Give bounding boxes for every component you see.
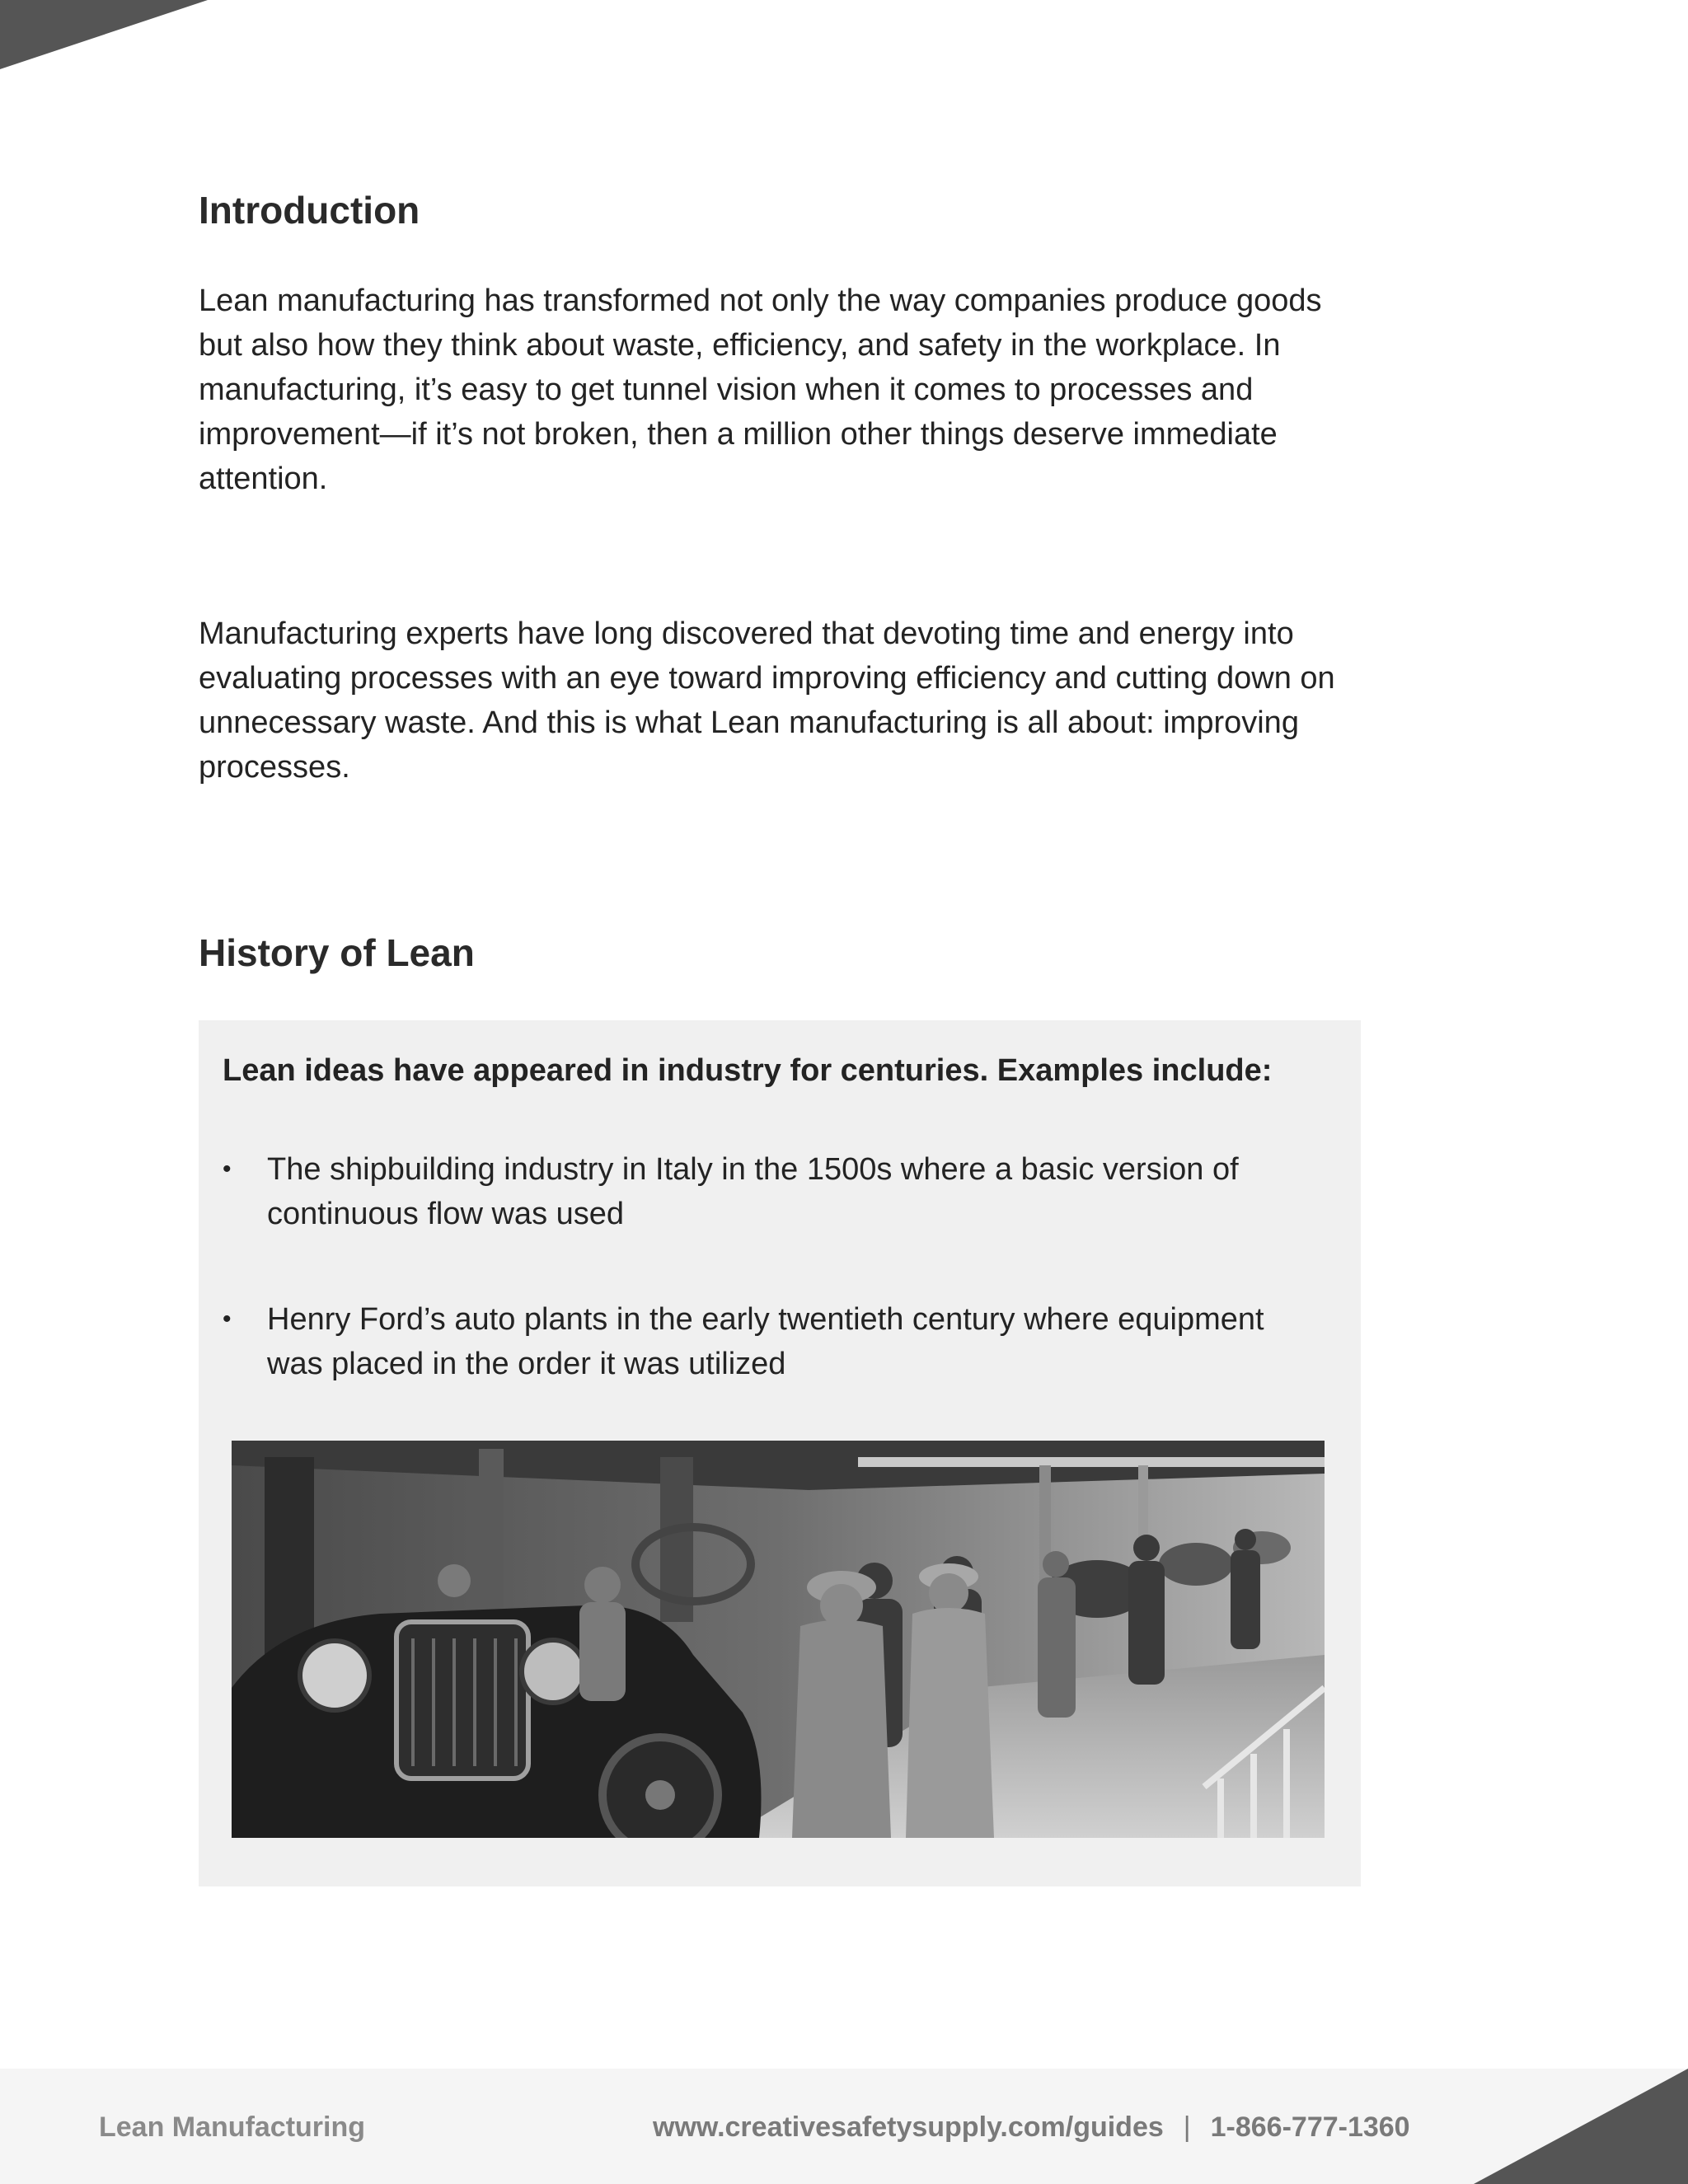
page-footer	[0, 2069, 1688, 2184]
bullet-icon: •	[223, 1155, 232, 1183]
introduction-paragraph-1: Lean manufacturing has transformed not only the way companies produce goods but also how they think about waste, efficiency, and safety in the workplace. In manufacturing, it’s easy to get tunnel vision when it comes to processes and improvement—if it’s not broken, then a million other things deserve immediate attention.	[199, 284, 1322, 496]
bullet-icon: •	[223, 1305, 232, 1333]
footer-website-link[interactable]: www.creativesafetysupply.com/guides	[653, 2111, 1164, 2143]
footer-title: Lean Manufacturing	[99, 2111, 366, 2143]
footer-separator: |	[1183, 2111, 1191, 2143]
history-callout-box	[199, 1020, 1361, 1886]
history-intro: Lean ideas have appeared in industry for centuries. Examples include:	[223, 1053, 1273, 1088]
bullet-text: The shipbuilding industry in Italy in the 1500s where a basic version of continuous flow was used	[267, 1152, 1239, 1231]
corner-decoration-bottom	[1474, 2069, 1688, 2184]
assembly-line-photo	[232, 1441, 1325, 1838]
introduction-paragraph-2: Manufacturing experts have long discovered that devoting time and energy into evaluating processes with an eye toward improving efficiency and cutting down on unnecessary waste. And this is what Lean manufacturing is all about: improving processes.	[199, 616, 1335, 785]
footer-phone: 1-866-777-1360	[1210, 2111, 1410, 2143]
bullet-text: Henry Ford’s auto plants in the early twentieth century where equipment was placed in the order it was utilized	[267, 1302, 1264, 1381]
history-heading: History of Lean	[199, 931, 475, 974]
assembly-line-illustration	[232, 1441, 1325, 1838]
introduction-heading: Introduction	[199, 189, 420, 232]
footer-contact	[653, 2111, 1410, 2144]
corner-decoration-top	[0, 0, 214, 74]
